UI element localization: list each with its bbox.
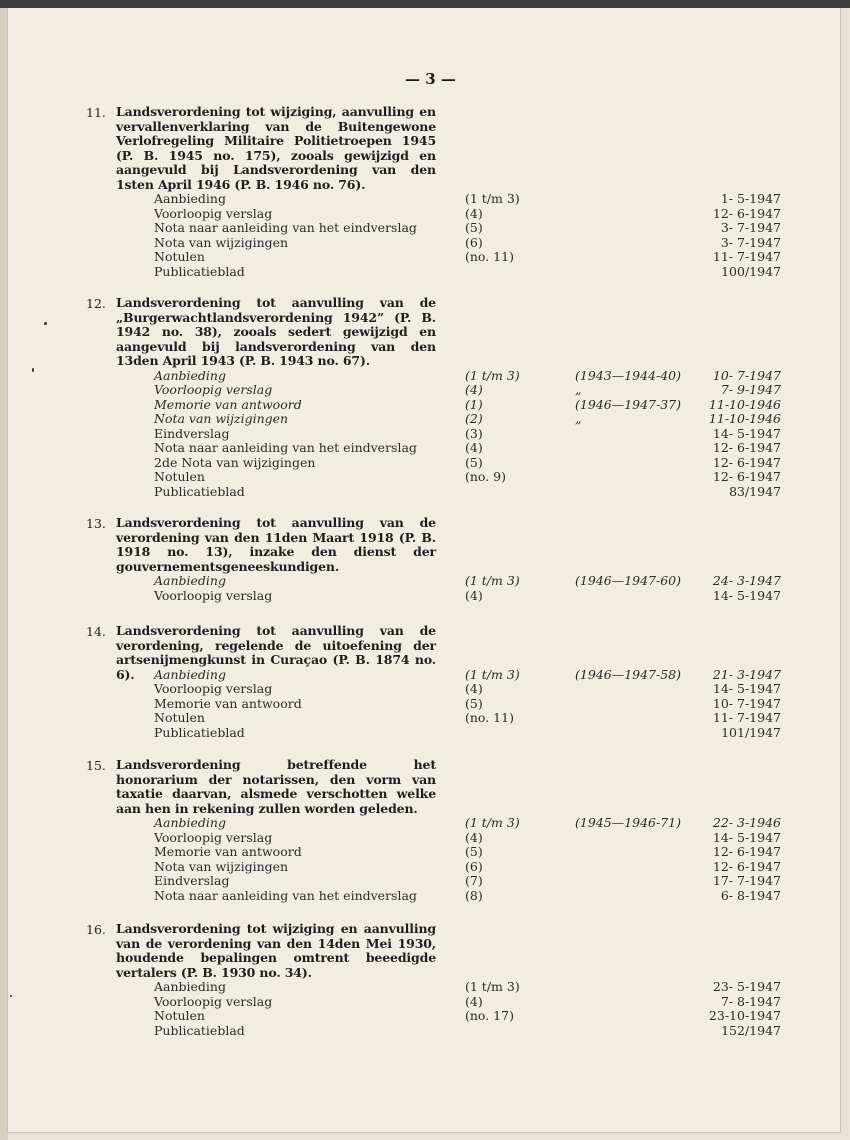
item-ref: (1 t/m 3)	[465, 815, 520, 830]
entry-item-row	[0, 1024, 850, 1039]
page-number: — 3 —	[405, 70, 456, 88]
entry-number: 11.	[86, 105, 106, 120]
item-date: 22- 3-1946	[712, 815, 781, 830]
entry-item-row	[0, 369, 850, 384]
entry-item-row	[0, 816, 850, 831]
item-ref: (1 t/m 3)	[465, 573, 520, 588]
item-label: Memorie van antwoord	[154, 695, 302, 711]
item-ref: (5)	[465, 695, 483, 711]
item-session-ref: (1946—1947-60)	[575, 573, 682, 588]
item-label: Notulen	[154, 710, 205, 725]
item-date: 14- 5-1947	[712, 829, 781, 845]
item-label: Eindverslag	[154, 425, 230, 441]
entry-number: 14.	[86, 624, 106, 639]
item-label: Aanbieding	[154, 666, 226, 682]
entry-title: Landsverordening tot wijziging en aanvulling van de verordening van den 14den Mei 1930, houdende bepalingen omtrent beeedigde vertalers (P. B. 1930 no. 34).	[116, 921, 436, 980]
item-label: Eindverslag	[154, 873, 230, 888]
item-date: 12- 6-1947	[712, 440, 781, 455]
item-label: Aanbieding	[154, 815, 226, 830]
item-ref: (4)	[465, 681, 483, 696]
entry-item-row	[0, 995, 850, 1010]
item-label: Voorloopig verslag	[154, 681, 273, 696]
entry-item-row	[0, 470, 850, 485]
item-label: 2de Nota van wijzigingen	[154, 454, 316, 470]
item-session-ref: (1946—1947-37)	[575, 396, 682, 412]
item-date: 101/1947	[721, 724, 781, 740]
item-label: Publicatieblad	[154, 1022, 245, 1038]
entry-number: 13.	[86, 516, 106, 531]
item-label: Aanbieding	[154, 191, 226, 206]
item-date: 14- 5-1947	[712, 681, 781, 696]
item-ref: (1)	[465, 396, 483, 412]
item-label: Publicatieblad	[154, 724, 245, 740]
item-ref: (3)	[465, 425, 483, 441]
entry-item-row	[0, 845, 850, 860]
entry-title: Landsverordening tot aanvulling van de verordening, regelende de uitoefening der artsenijmengkunst in Curaçao (P. B. 1874 no. 6).	[116, 623, 436, 682]
entry-title: Landsverordening tot wijziging, aanvulling en vervallenverklaring van de Buitengewone Verlofregeling Militaire Politietroepen 1945 (P. B. 1945 no. 175), zooals gewijzigd en aangevuld bij Landsverordening van den 1sten April 1946 (P. B. 1946 no. 76).	[116, 104, 436, 192]
item-date: 11-10-1946	[708, 411, 781, 426]
item-label: Nota naar aanleiding van het eindverslag	[154, 440, 417, 455]
item-label: Publicatieblad	[154, 263, 245, 279]
entry-title: Landsverordening tot aanvulling van de verordening van den 11den Maart 1918 (P. B. 1918 no. 13), inzake den dienst der gouvernementsgeneeskundigen.	[116, 515, 436, 574]
item-date: 14- 5-1947	[712, 425, 781, 441]
item-ref: (1 t/m 3)	[465, 979, 520, 994]
entry-item-row	[0, 831, 850, 846]
entry-item-row	[0, 874, 850, 889]
item-label: Nota van wijzigingen	[154, 411, 289, 426]
item-date: 17- 7-1947	[712, 873, 781, 888]
entry-item-row	[0, 207, 850, 222]
entry-item-row	[0, 412, 850, 427]
item-ref: (no. 11)	[465, 710, 514, 725]
entry-number: 12.	[86, 296, 106, 311]
item-session-ref: „	[575, 411, 582, 426]
entry-item-row	[0, 485, 850, 500]
item-label: Memorie van antwoord	[154, 396, 302, 412]
item-label: Nota van wijzigingen	[154, 234, 289, 250]
item-date: 6- 8-1947	[720, 887, 781, 903]
item-date: 14- 5-1947	[712, 587, 781, 603]
item-label: Aanbieding	[154, 979, 226, 994]
entry-item-row	[0, 889, 850, 904]
item-date: 7- 9-1947	[720, 382, 781, 397]
item-label: Voorloopig verslag	[154, 587, 273, 603]
item-date: 100/1947	[721, 263, 781, 279]
entry-item-row	[0, 697, 850, 712]
entry-item-row	[0, 668, 850, 683]
entry-item-row	[0, 860, 850, 875]
item-date: 23-10-1947	[708, 1008, 781, 1023]
scan-speck	[44, 322, 47, 325]
item-ref: (5)	[465, 220, 483, 235]
entry-item-row	[0, 574, 850, 589]
entry-number: 16.	[86, 922, 106, 937]
scan-speck	[10, 995, 12, 997]
entry-item-row	[0, 682, 850, 697]
item-ref: (1 t/m 3)	[465, 367, 520, 383]
item-date: 12- 6-1947	[712, 469, 781, 484]
entry-item-row	[0, 589, 850, 604]
item-label: Aanbieding	[154, 367, 226, 383]
entry-title: Landsverordening betreffende het honorarium der notarissen, den vorm van taxatie daarvan, alsmede verschotten welke aan hen in rekening zullen worden geleden.	[116, 757, 436, 816]
item-ref: (5)	[465, 844, 483, 859]
item-ref: (4)	[465, 993, 483, 1009]
item-ref: (4)	[465, 829, 483, 845]
item-ref: (1 t/m 3)	[465, 666, 520, 682]
item-ref: (no. 17)	[465, 1008, 514, 1023]
item-date: 12- 6-1947	[712, 205, 781, 221]
item-ref: (6)	[465, 234, 483, 250]
item-label: Aanbieding	[154, 573, 226, 588]
item-date: 11- 7-1947	[712, 249, 781, 264]
item-label: Memorie van antwoord	[154, 844, 302, 859]
item-date: 1- 5-1947	[720, 191, 781, 206]
item-date: 11-10-1946	[708, 396, 781, 412]
item-date: 12- 6-1947	[712, 844, 781, 859]
entry-item-row	[0, 456, 850, 471]
item-date: 23- 5-1947	[712, 979, 781, 994]
entry-item-row	[0, 427, 850, 442]
entry-item-row	[0, 1009, 850, 1024]
item-date: 3- 7-1947	[720, 234, 781, 250]
entry-item-row	[0, 441, 850, 456]
item-label: Voorloopig verslag	[154, 382, 273, 397]
item-ref: (no. 11)	[465, 249, 514, 264]
item-session-ref: (1946—1947-58)	[575, 666, 682, 682]
item-ref: (8)	[465, 887, 483, 903]
item-session-ref: (1945—1946-71)	[575, 815, 682, 830]
item-ref: (2)	[465, 411, 483, 426]
item-label: Voorloopig verslag	[154, 829, 273, 845]
item-label: Notulen	[154, 1008, 205, 1023]
entry-item-row	[0, 383, 850, 398]
scan-speck	[32, 368, 34, 372]
item-label: Notulen	[154, 469, 205, 484]
item-ref: (1 t/m 3)	[465, 191, 520, 206]
item-ref: (5)	[465, 454, 483, 470]
item-session-ref: „	[575, 382, 582, 397]
entry-item-row	[0, 250, 850, 265]
item-date: 10- 7-1947	[712, 695, 781, 711]
item-ref: (4)	[465, 382, 483, 397]
item-date: 3- 7-1947	[720, 220, 781, 235]
item-label: Notulen	[154, 249, 205, 264]
item-date: 12- 6-1947	[712, 858, 781, 874]
entry-item-row	[0, 236, 850, 251]
item-label: Nota van wijzigingen	[154, 858, 289, 874]
entry-title: Landsverordening tot aanvulling van de „Burgerwachtlandsverordening 1942” (P. B. 1942 no. 38), zooals sedert gewijzigd en aangevuld bij landsverordening van den 13den April 1943 (P. B. 1943 no. 67).	[116, 295, 436, 368]
entry-item-row	[0, 192, 850, 207]
item-date: 11- 7-1947	[712, 710, 781, 725]
item-date: 12- 6-1947	[712, 454, 781, 470]
item-date: 10- 7-1947	[712, 367, 781, 383]
item-label: Nota naar aanleiding van het eindverslag	[154, 887, 417, 903]
item-ref: (no. 9)	[465, 469, 507, 484]
item-date: 24- 3-1947	[712, 573, 781, 588]
item-ref: (6)	[465, 858, 483, 874]
entry-item-row	[0, 980, 850, 995]
entry-item-row	[0, 221, 850, 236]
item-ref: (4)	[465, 587, 483, 603]
item-label: Voorloopig verslag	[154, 205, 273, 221]
item-date: 152/1947	[721, 1022, 781, 1038]
item-ref: (4)	[465, 205, 483, 221]
item-ref: (4)	[465, 440, 483, 455]
item-date: 7- 8-1947	[720, 993, 781, 1009]
item-label: Publicatieblad	[154, 483, 245, 499]
entry-number: 15.	[86, 758, 106, 773]
entry-item-row	[0, 398, 850, 413]
item-ref: (7)	[465, 873, 483, 888]
entry-item-row	[0, 265, 850, 280]
item-label: Voorloopig verslag	[154, 993, 273, 1009]
item-label: Nota naar aanleiding van het eindverslag	[154, 220, 417, 235]
entry-item-row	[0, 726, 850, 741]
item-date: 83/1947	[729, 483, 781, 499]
item-date: 21- 3-1947	[712, 666, 781, 682]
item-session-ref: (1943—1944-40)	[575, 367, 682, 383]
entry-item-row	[0, 711, 850, 726]
